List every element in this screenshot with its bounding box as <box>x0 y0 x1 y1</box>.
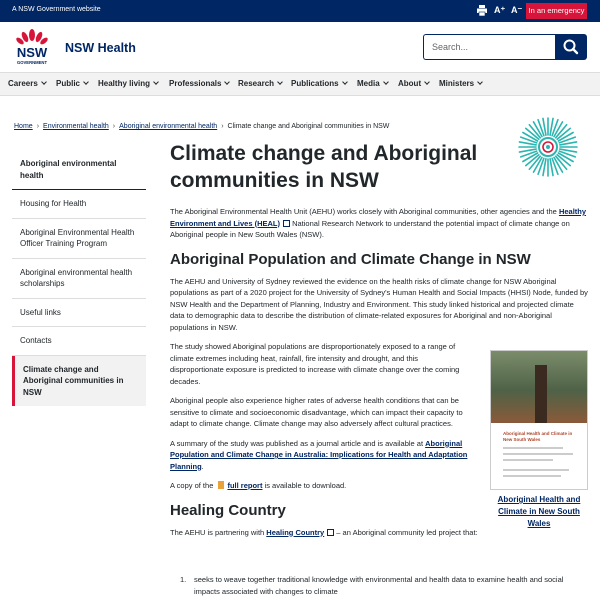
search-button[interactable] <box>555 34 587 60</box>
nav-ministers[interactable]: Ministers <box>439 79 482 88</box>
chevron-right-icon: › <box>36 123 40 130</box>
intro-paragraph: The Aboriginal Environmental Health Unit (AEHU) works closely with Aboriginal communities, other agencies and the Healthy Environment and Lives (HEAL) National Research Network to understand the potential impact of climate change on Aboriginal people in New South Wales (NSW). <box>170 207 587 239</box>
nav-careers[interactable]: Careers <box>8 79 46 88</box>
breadcrumb-home[interactable]: Home <box>14 123 33 130</box>
report-card[interactable] <box>490 350 588 530</box>
sidebar-item-officer-training[interactable]: Aboriginal Environmental Health Officer Training Program <box>12 219 146 259</box>
chevron-right-icon: › <box>221 123 224 130</box>
summary-paragraph: A summary of the study was published as a journal article and is available at Aboriginal Population and Climate Change in Australia: Implications for Health and Adaptation Planning. <box>170 438 468 471</box>
nav-about[interactable]: About <box>398 79 429 88</box>
chevron-down-icon <box>383 79 389 85</box>
healing-country-paragraph: The AEHU is partnering with Healing Country – an Aboriginal community led project that: <box>170 527 478 537</box>
sidebar-item-climate-change[interactable]: Climate change and Aboriginal communities in NSW <box>12 356 146 407</box>
heal-network-link[interactable]: Healthy Environment and Lives (HEAL) <box>170 207 587 228</box>
print-icon[interactable] <box>477 5 487 16</box>
breadcrumb-environmental-health[interactable]: Environmental health <box>43 123 109 130</box>
nsw-government-logo[interactable] <box>12 27 52 67</box>
emergency-button[interactable]: In an emergency <box>526 3 587 19</box>
report-cover-image[interactable] <box>490 350 588 490</box>
external-link-icon <box>283 220 290 227</box>
nav-healthy-living[interactable]: Healthy living <box>98 79 158 88</box>
report-link[interactable]: Aboriginal Health and Climate in New South Wales <box>497 495 581 528</box>
health-paragraph: Aboriginal people also experience higher rates of adverse health conditions that can be sensitive to climate and socioeconomic disadvantage, which can impact their capacity to adapt to climate change. Climate change may also adversely affect cultural practices. <box>170 396 463 428</box>
chevron-right-icon: › <box>112 123 116 130</box>
study-paragraph: The AEHU and University of Sydney reviewed the evidence on the health risks of climate change for NSW Aboriginal populations as part of a 2020 project for the University of Sydney's Human Health and Social Impacts (HHSI) Node, funded by NSW Health and the Department of Planning, Industry and Environment. This study linked historical and projected climate data to demographic data to describe the distribution of climate-related exposures for Aboriginal and non-Aboriginal populations in NSW. <box>170 276 588 332</box>
logo-text: NSW <box>16 45 48 60</box>
main-navigation <box>0 72 600 96</box>
chevron-down-icon <box>225 79 231 85</box>
population-heading: Aboriginal Population and Climate Change in NSW <box>170 250 531 268</box>
breadcrumb-aboriginal-environmental-health[interactable]: Aboriginal environmental health <box>119 123 218 130</box>
breadcrumb-current: Climate change and Aboriginal communities in NSW <box>227 123 390 130</box>
healing-country-list <box>180 574 590 597</box>
sidebar-heading[interactable]: Aboriginal environmental health <box>12 150 146 190</box>
page-title: Climate change and Aboriginal communities in NSW <box>170 142 478 192</box>
chevron-down-icon <box>153 79 159 85</box>
chevron-down-icon <box>277 79 283 85</box>
search-input[interactable]: Search... <box>423 34 555 60</box>
list-item-text: seeks to weave together traditional knowledge with environmental and health data to examine health and social impacts associated with changes to climate <box>194 575 564 596</box>
sidebar-item-contacts[interactable]: Contacts <box>12 327 146 356</box>
nav-public[interactable]: Public <box>56 79 88 88</box>
chevron-down-icon <box>41 79 47 85</box>
chevron-down-icon <box>477 79 483 85</box>
chevron-down-icon <box>424 79 430 85</box>
nav-professionals[interactable]: Professionals <box>169 79 229 88</box>
nav-media[interactable]: Media <box>357 79 388 88</box>
site-title[interactable]: NSW Health <box>65 41 136 55</box>
chevron-down-icon <box>83 79 89 85</box>
full-report-link[interactable]: full report <box>227 481 263 490</box>
font-increase-button[interactable]: A⁺ <box>494 5 506 15</box>
search-icon <box>555 34 587 60</box>
report-cover-title: Aboriginal Health and Climate in New South Wales <box>503 431 573 442</box>
list-item-number: 1. <box>180 575 187 584</box>
journal-article-link[interactable]: Aboriginal Population and Climate Change in Australia: Implications for Health and Adaptation Planning <box>170 438 468 471</box>
nav-publications[interactable]: Publications <box>291 79 347 88</box>
gov-website-label: A NSW Government website <box>12 6 101 13</box>
report-paragraph: A copy of the full report is available to download. <box>170 481 347 490</box>
external-link-icon <box>327 529 334 536</box>
healing-country-link[interactable]: Healing Country <box>266 527 325 537</box>
document-icon <box>218 481 224 489</box>
sidebar-navigation <box>12 150 146 406</box>
breadcrumb <box>14 123 389 130</box>
site-header <box>0 22 600 72</box>
list-item <box>180 574 590 597</box>
nav-research[interactable]: Research <box>238 79 282 88</box>
sidebar-item-housing[interactable]: Housing for Health <box>12 190 146 219</box>
healing-country-heading: Healing Country <box>170 501 286 519</box>
chevron-down-icon <box>342 79 348 85</box>
exposure-paragraph: The study showed Aboriginal populations are disproportionately exposed to a range of climate extremes including heat, rainfall, fire intensity and drought, and this disproportionate exposure is predicted to increase with climate change over the coming decades. <box>170 342 460 386</box>
sidebar-item-scholarships[interactable]: Aboriginal environmental health scholarships <box>12 259 146 299</box>
logo-subtext: GOVERNMENT <box>16 60 48 65</box>
sidebar-item-useful-links[interactable]: Useful links <box>12 299 146 328</box>
font-decrease-button[interactable]: A⁻ <box>511 5 523 15</box>
government-topbar <box>0 0 600 22</box>
